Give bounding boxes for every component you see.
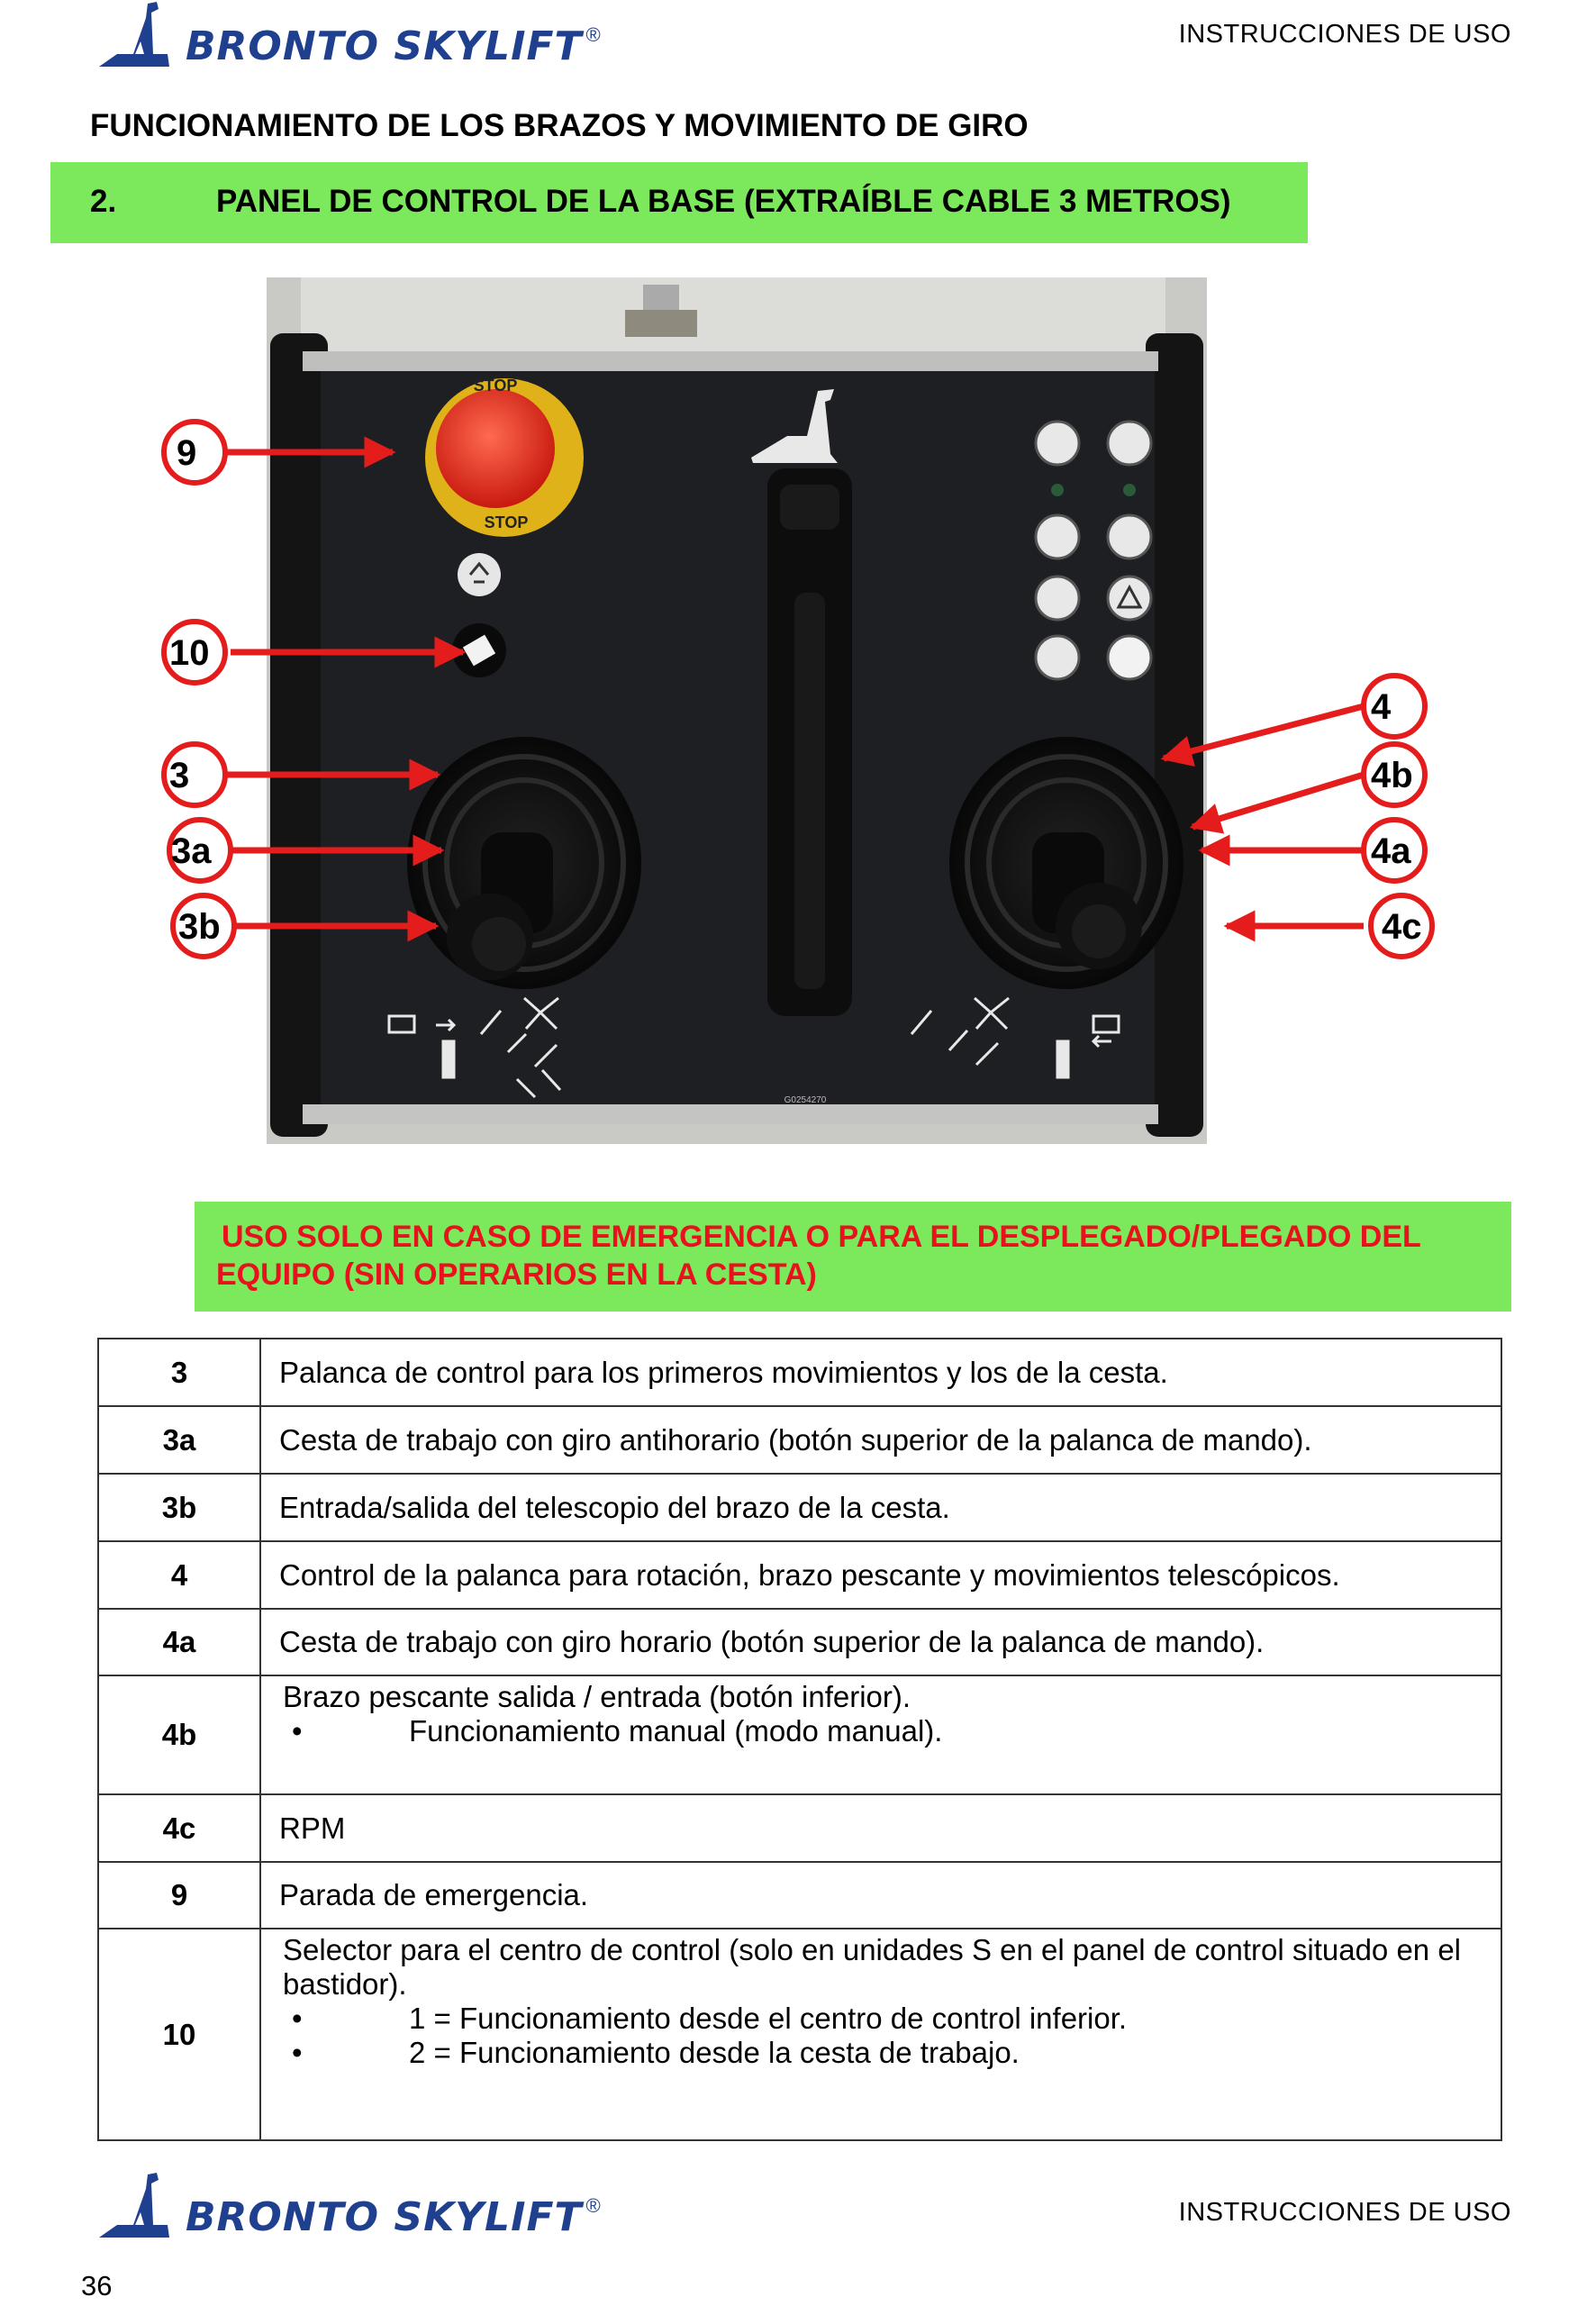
legend-cell: [260, 1929, 1501, 2140]
table-row: [98, 1609, 1501, 1675]
page-number: 36: [81, 2270, 113, 2301]
legend-text: Cesta de trabajo con giro horario (botón superior de la palanca de mando).: [260, 1609, 1501, 1675]
stop-label-bottom: STOP: [484, 513, 529, 531]
list-item: [283, 2002, 1483, 2036]
legend-text: Control de la palanca para rotación, brazo pescante y movimientos telescópicos.: [260, 1541, 1501, 1609]
callout-labels-right: [1364, 676, 1432, 957]
table-row: [98, 1406, 1501, 1474]
list-item: [283, 1714, 1501, 1748]
warning-line-1: USO SOLO EN CASO DE EMERGENCIA O PARA EL DESPLEGADO/PLEGADO DEL: [222, 1220, 1421, 1254]
table-row: [98, 1474, 1501, 1541]
callout-4c: 4c: [1382, 907, 1422, 947]
legend-key: 4b: [98, 1675, 260, 1794]
section-number: 2.: [90, 184, 117, 219]
legend-key: 3: [98, 1339, 260, 1406]
legend-table: [97, 1338, 1502, 2141]
bullet-text: Funcionamiento manual (modo manual).: [409, 1714, 943, 1748]
bullet-text: 1 = Funcionamiento desde el centro de control inferior.: [409, 2002, 1128, 2035]
selector-symbol-icon: [458, 553, 501, 596]
legend-key: 4a: [98, 1609, 260, 1675]
callout-4: 4: [1371, 687, 1392, 727]
legend-text: Selector para el centro de control (solo en unidades S en el panel de control situado en el bastidor).: [283, 1933, 1462, 2001]
registered-mark: ®: [585, 2194, 601, 2217]
section-title: PANEL DE CONTROL DE LA BASE (EXTRAÍBLE CABLE 3 METROS): [216, 184, 1231, 219]
callout-4b: 4b: [1371, 756, 1413, 795]
legend-text: Entrada/salida del telescopio del brazo de la cesta.: [260, 1474, 1501, 1541]
callout-3a: 3a: [171, 831, 212, 871]
section-bar: [50, 162, 1308, 243]
legend-key: 4c: [98, 1794, 260, 1862]
callout-3b: 3b: [178, 907, 221, 947]
list-item: [283, 2036, 1483, 2070]
callout-9: 9: [177, 433, 197, 473]
warning-line-2: EQUIPO (SIN OPERARIOS EN LA CESTA): [216, 1257, 817, 1292]
footer-logo: [97, 2171, 601, 2241]
table-row: [98, 1929, 1501, 2140]
stop-label-top: STOP: [473, 377, 518, 395]
table-row: [98, 1675, 1501, 1794]
bullet-icon: •: [292, 2036, 303, 2069]
emergency-use-warning: [195, 1202, 1511, 1312]
bullet-icon: •: [292, 1714, 303, 1748]
connector-icon: [643, 285, 679, 312]
control-panel-illustration: [157, 277, 1472, 1151]
table-row: [98, 1339, 1501, 1406]
callout-4a: 4a: [1371, 831, 1411, 871]
callout-10: 10: [169, 633, 210, 673]
legend-text: Palanca de control para los primeros movimientos y los de la cesta.: [260, 1339, 1501, 1406]
left-joystick: [407, 737, 641, 989]
bullet-icon: •: [292, 2002, 303, 2035]
registered-mark: ®: [585, 23, 601, 46]
panel-part-code: G0254270: [784, 1095, 827, 1105]
footer-brand: BRONTO SKYLIFT: [186, 2194, 583, 2240]
legend-key: 10: [98, 1929, 260, 2140]
legend-text: RPM: [260, 1794, 1501, 1862]
table-row: [98, 1862, 1501, 1929]
callout-3: 3: [169, 756, 190, 795]
footer-doc-type: INSTRUCCIONES DE USO: [1178, 2198, 1511, 2227]
bronto-dinosaur-logo-icon: [97, 0, 180, 70]
header-logo: [97, 0, 601, 70]
legend-text: Parada de emergencia.: [260, 1862, 1501, 1929]
legend-text: Cesta de trabajo con giro antihorario (botón superior de la palanca de mando).: [260, 1406, 1501, 1474]
legend-key: 3b: [98, 1474, 260, 1541]
legend-key: 4: [98, 1541, 260, 1609]
table-row: [98, 1794, 1501, 1862]
control-panel-figure: [157, 277, 1472, 1151]
page-title: FUNCIONAMIENTO DE LOS BRAZOS Y MOVIMIENTO DE GIRO: [90, 108, 1029, 143]
callout-labels-left: [164, 422, 234, 957]
emergency-stop-button: [436, 389, 555, 508]
table-row: [98, 1541, 1501, 1609]
legend-key: 9: [98, 1862, 260, 1929]
legend-cell: [260, 1675, 1501, 1794]
right-joystick: [949, 737, 1183, 989]
bullet-text: 2 = Funcionamiento desde la cesta de trabajo.: [409, 2036, 1020, 2069]
header-doc-type: INSTRUCCIONES DE USO: [1178, 20, 1511, 49]
legend-key: 3a: [98, 1406, 260, 1474]
bronto-dinosaur-logo-icon: [97, 2171, 180, 2241]
legend-text: Brazo pescante salida / entrada (botón inferior).: [283, 1680, 911, 1713]
header-brand: BRONTO SKYLIFT: [186, 23, 583, 69]
